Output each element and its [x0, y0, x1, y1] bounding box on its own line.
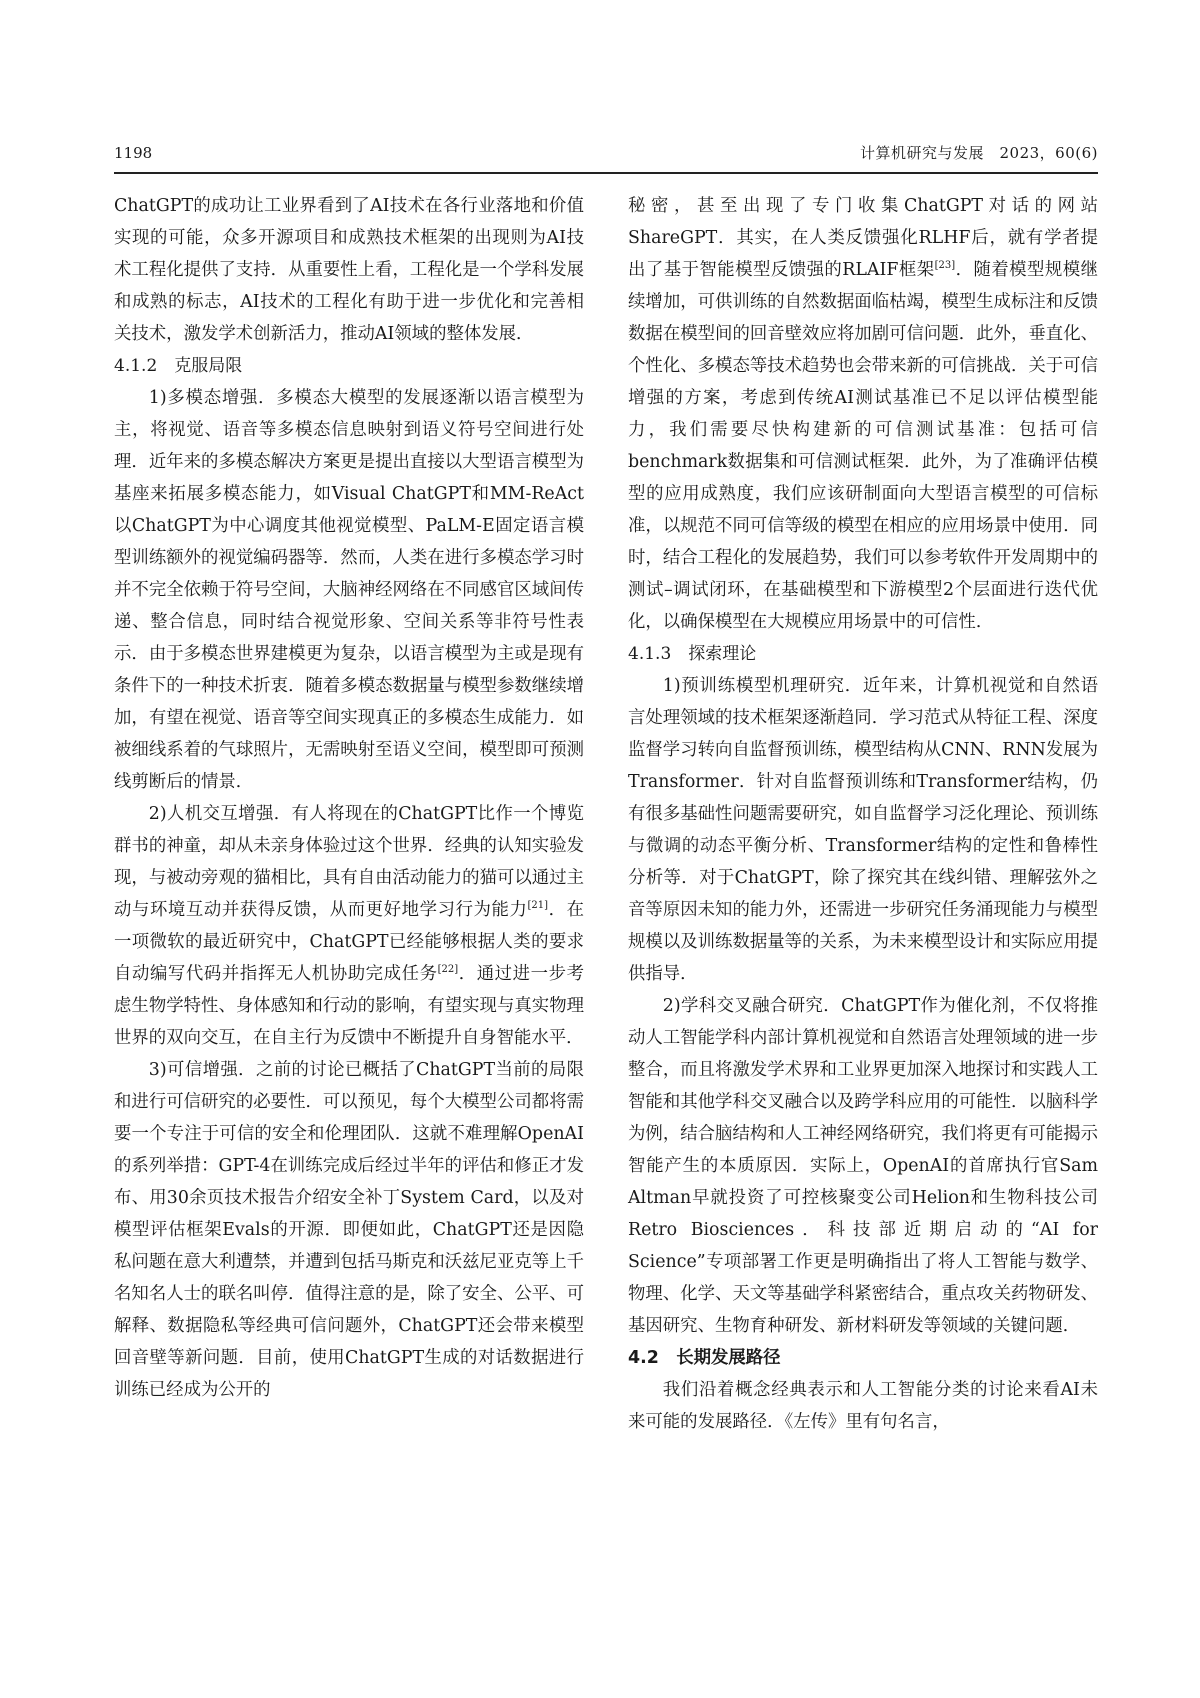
left-column	[114, 190, 584, 1406]
paragraph-engineering: ChatGPT的成功让工业界看到了AI技术在各行业落地和价值实现的可能，众多开源项目和成熟技术框架的出现则为AI技术工程化提供了支持．从重要性上看，工程化是一个学科发展和成熟的标志，AI技术的工程化有助于进一步优化和完善相关技术，激发学术创新活力，推动AI领域的整体发展．	[114, 196, 584, 344]
paragraph-pretraining: 1)预训练模型机理研究．近年来，计算机视觉和自然语言处理领域的技术框架逐渐趋同．学习范式从特征工程、深度监督学习转向自监督预训练，模型结构从CNN、RNN发展为Transformer．针对自监督预训练和Transformer结构，仍有很多基础性问题需要研究，如自监督学习泛化理论、预训练与微调的动态平衡分析、Transformer结构的定性和鲁棒性分析等．对于ChatGPT，除了探究其在线纠错、理解弦外之音等原因未知的能力外，还需进一步研究任务涌现能力与模型规模以及训练数据量等的关系，为未来模型设计和实际应用提供指导．	[628, 676, 1098, 984]
paragraph-interdisciplinary: 2)学科交叉融合研究．ChatGPT作为催化剂，不仅将推动人工智能学科内部计算机视觉和自然语言处理领域的进一步整合，而且将激发学术界和工业界更加深入地探讨和实践人工智能和其他学科交叉融合以及跨学科应用的可能性．以脑科学为例，结合脑结构和人工神经网络研究，我们将更有可能揭示智能产生的本质原因．实际上，OpenAI的首席执行官Sam Altman早就投资了可控核聚变公司Helion和生物科技公司Retro Biosciences．科技部近期启动的“AI for Science”专项部署工作更是明确指出了将人工智能与数学、物理、化学、天文等基础学科紧密结合，重点攻关药物研发、基因研究、生物育种研发、新材料研发等领域的关键问题．	[628, 996, 1098, 1336]
paragraph-hci	[114, 798, 584, 1054]
citation-22: [22]	[437, 964, 459, 976]
paragraph-trust-continued	[628, 190, 1098, 638]
citation-21: [21]	[527, 900, 549, 912]
paragraph-multimodal: 1)多模态增强．多模态大模型的发展逐渐以语言模型为主，将视觉、语音等多模态信息映射到语义符号空间进行处理．近年来的多模态解决方案更是提出直接以大型语言模型为基座来拓展多模态能力，如Visual ChatGPT和MM-ReAct以ChatGPT为中心调度其他视觉模型、PaLM-E固定语言模型训练额外的视觉编码器等．然而，人类在进行多模态学习时并不完全依赖于符号空间，大脑神经网络在不同感官区域间传递、整合信息，同时结合视觉形象、空间关系等非符号性表示．由于多模态世界建模更为复杂，以语言模型为主或是现有条件下的一种技术折衷．随着多模态数据量与模型参数继续增加，有望在视觉、语音等空间实现真正的多模态生成能力．如被细线系着的气球照片，无需映射至语义空间，模型即可预测线剪断后的情景．	[114, 388, 584, 792]
page-number: 1198	[114, 144, 153, 162]
section-heading-4-1-3: 4.1.3 探索理论	[628, 644, 757, 664]
paragraph-hci-text-3: ．通过进一步考虑生物学特性、身体感知和行动的影响，有望实现与真实物理世界的双向交互，在自主行为反馈中不断提升自身智能水平．	[114, 964, 584, 1048]
paragraph-trust: 3)可信增强．之前的讨论已概括了ChatGPT当前的局限和进行可信研究的必要性．可以预见，每个大模型公司都将需要一个专注于可信的安全和伦理团队．这就不难理解OpenAI的系列举措：GPT-4在训练完成后经过半年的评估和修正才发布、用30余页技术报告介绍安全补丁System Card，以及对模型评估框架Evals的开源．即便如此，ChatGPT还是因隐私问题在意大利遭禁，并遭到包括马斯克和沃兹尼亚克等上千名知名人士的联名叫停．值得注意的是，除了安全、公平、可解释、数据隐私等经典可信问题外，ChatGPT还会带来模型回音壁等新问题．目前，使用ChatGPT生成的对话数据进行训练已经成为公开的	[114, 1060, 584, 1400]
paragraph-long-term: 我们沿着概念经典表示和人工智能分类的讨论来看AI未来可能的发展路径．《左传》里有句名言，	[628, 1380, 1098, 1432]
page-header	[114, 142, 1098, 174]
paragraph-trust-text-2: ．随着模型规模继续增加，可供训练的自然数据面临枯竭，模型生成标注和反馈数据在模型间的回音壁效应将加剧可信问题．此外，垂直化、个性化、多模态等技术趋势也会带来新的可信挑战．关于可信增强的方案，考虑到传统AI测试基准已不足以评估模型能力，我们需要尽快构建新的可信测试基准：包括可信benchmark数据集和可信测试框架．此外，为了准确评估模型的应用成熟度，我们应该研制面向大型语言模型的可信标准，以规范不同可信等级的模型在相应的应用场景中使用．同时，结合工程化的发展趋势，我们可以参考软件开发周期中的测试–调试闭环，在基础模型和下游模型2个层面进行迭代优化，以确保模型在大规模应用场景中的可信性．	[628, 260, 1098, 632]
section-heading-4-2: 4.2 长期发展路径	[628, 1348, 781, 1368]
citation-23: [23]	[934, 260, 956, 272]
paragraph-hci-text-1: 2)人机交互增强．有人将现在的ChatGPT比作一个博览群书的神童，却从未亲身体验过这个世界．经典的认知实验发现，与被动旁观的猫相比，具有自由活动能力的猫可以通过主动与环境互动并获得反馈，从而更好地学习行为能力	[114, 804, 584, 920]
right-column	[628, 190, 1098, 1438]
paragraph-trust-text-1: 秘密，甚至出现了专门收集ChatGPT对话的网站ShareGPT．其实，在人类反馈强化RLHF后，就有学者提出了基于智能模型反馈强的RLAIF框架	[628, 196, 1098, 280]
journal-info: 计算机研究与发展 2023，60(6)	[859, 144, 1098, 162]
paragraph-hci-text-2: ．在一项微软的最近研究中，ChatGPT已经能够根据人类的要求自动编写代码并指挥无人机协助完成任务	[114, 900, 584, 984]
section-heading-4-1-2: 4.1.2 克服局限	[114, 356, 243, 376]
